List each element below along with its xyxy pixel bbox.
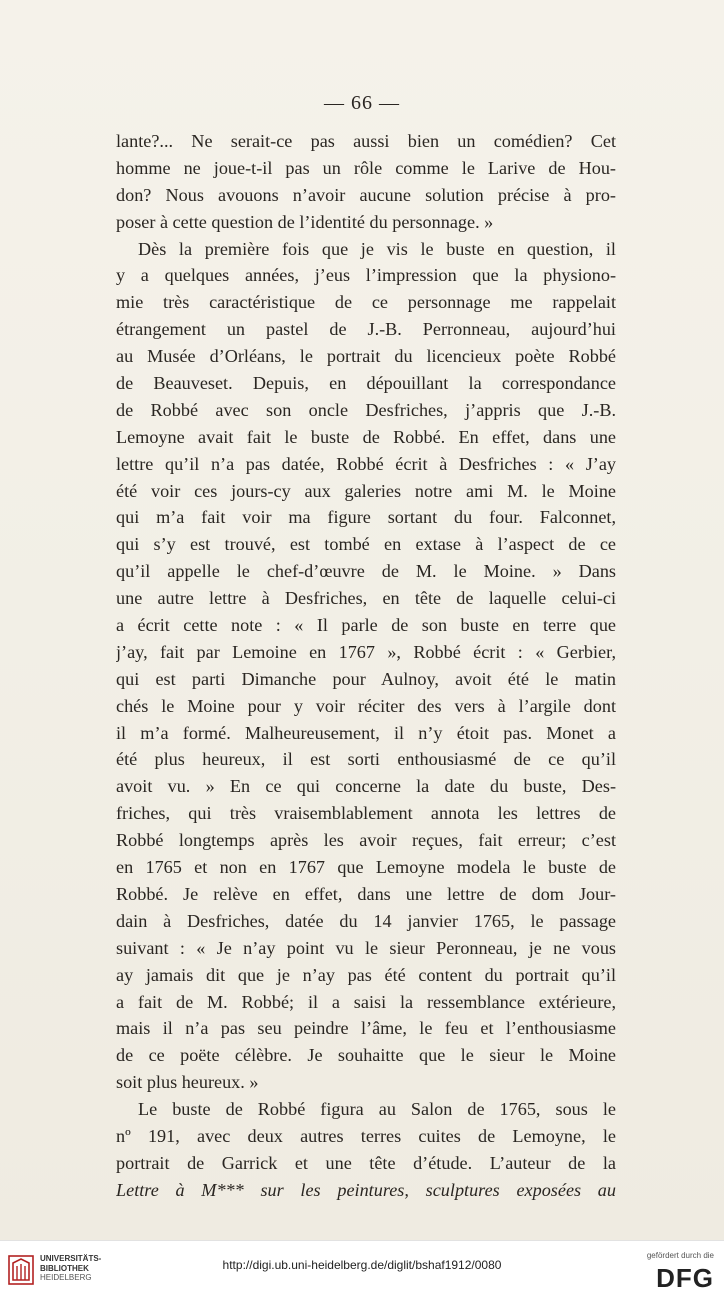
library-name-line-2: BIBLIOTHEK — [40, 1263, 89, 1273]
library-name-line-1: UNIVERSITÄTS- — [40, 1254, 102, 1263]
text-line: poser à cette question de l’identité du personnage. » — [116, 211, 494, 232]
text-line: de Robbé avec son oncle Desfriches, j’appris que J.-B. — [116, 399, 616, 420]
text-line: portrait de Garrick et une tête d’étude. L’auteur de la — [116, 1152, 616, 1173]
text-line: Le buste de Robbé figura au Salon de 1765, sous le — [138, 1099, 616, 1120]
text-line: qui s’y est trouvé, est tombé en extase à l’aspect de ce — [116, 534, 616, 555]
text-line: qui est parti Dimanche pour Aulnoy, avoit été le matin — [116, 668, 616, 689]
text-line: dain à Desfriches, datée du 14 janvier 1765, le passage — [116, 910, 616, 931]
text-line: mais il n’a pas seu peindre l’âme, le feu et l’enthousiasme — [116, 1018, 616, 1039]
text-line: nº 191, avec deux autres terres cuites de Lemoyne, le — [116, 1125, 616, 1146]
library-name-line-3: HEIDELBERG — [40, 1273, 92, 1282]
text-line: de Beauveset. Depuis, en dépouillant la correspondance — [116, 373, 616, 394]
text-line: ay jamais dit que je n’ay pas été content du portrait qu’il — [116, 964, 616, 985]
text-line: lettre qu’il n’a pas datée, Robbé écrit à Desfriches : « J’ay — [116, 453, 616, 474]
text-line: mie très caractéristique de ce personnage me rappelait — [116, 292, 616, 313]
text-line: Robbé longtemps après les avoir reçues, fait erreur; c’est — [116, 830, 616, 851]
text-line: avoit vu. » En ce qui concerne la date du buste, Des- — [116, 776, 616, 797]
text-line: j’ay, fait par Lemoine en 1767 », Robbé écrit : « Gerbier, — [116, 641, 616, 662]
text-line: y a quelques années, j’eus l’impression que la physiono- — [116, 265, 616, 286]
text-line: étrangement un pastel de J.-B. Perronneau, aujourd’hui — [116, 319, 616, 340]
text-line: au Musée d’Orléans, le portrait du licencieux poète Robbé — [116, 346, 616, 367]
body-text — [116, 128, 616, 1204]
text-line: une autre lettre à Desfriches, en tête de laquelle celui-ci — [116, 588, 616, 609]
text-line: de ce poëte célèbre. Je souhaitte que le sieur le Moine — [116, 1045, 616, 1066]
text-line: qui m’a fait voir ma figure sortant du four. Falconnet, — [116, 507, 616, 528]
permalink-url[interactable]: http://digi.ub.uni-heidelberg.de/diglit/bshaf1912/0080 — [222, 1258, 502, 1272]
text-line: a écrit cette note : « Il parle de son buste en terre que — [116, 615, 616, 636]
text-line: friches, qui très vraisemblablement annota les lettres de — [116, 803, 616, 824]
text-line: qu’il appelle le chef-d’œuvre de M. le Moine. » Dans — [116, 561, 616, 582]
text-line: lante?... Ne serait-ce pas aussi bien un comédien? Cet — [116, 131, 616, 151]
text-line: été voir ces jours-cy aux galeries notre ami M. le Moine — [116, 480, 616, 501]
funder-label: gefördert durch die — [646, 1251, 714, 1260]
viewer-footer — [0, 1240, 724, 1296]
text-line: don? Nous avouons n’avoir aucune solution précise à pro- — [116, 184, 616, 205]
page-number: — 66 — — [324, 92, 400, 114]
text-line: chés le Moine pour y voir réciter des vers à l’argile dont — [116, 695, 616, 716]
text-line: Lemoyne avait fait le buste de Robbé. En effet, dans une — [116, 426, 616, 447]
text-line: a fait de M. Robbé; il a saisi la ressemblance extérieure, — [116, 991, 616, 1012]
text-line: homme ne joue-t-il pas un rôle comme le Larive de Hou- — [116, 157, 616, 178]
text-line: il m’a formé. Malheureusement, il n’y étoit pas. Monet a — [116, 722, 616, 743]
text-line: Lettre à M*** sur les peintures, sculptures exposées au — [116, 1179, 616, 1200]
dfg-logo[interactable]: DFG — [656, 1263, 714, 1293]
text-line: soit plus heureux. » — [116, 1072, 259, 1093]
text-line: Robbé. Je relève en effet, dans une lettre de dom Jour- — [116, 883, 616, 904]
text-line: Dès la première fois que je vis le buste en question, il — [138, 238, 616, 259]
text-line: été plus heureux, il est sorti enthousiasmé de ce qu’il — [116, 749, 616, 770]
text-line: en 1765 et non en 1767 que Lemoyne modela le buste de — [116, 857, 616, 878]
text-line: suivant : « Je n’ay point vu le sieur Peronneau, je ne vous — [116, 937, 616, 958]
